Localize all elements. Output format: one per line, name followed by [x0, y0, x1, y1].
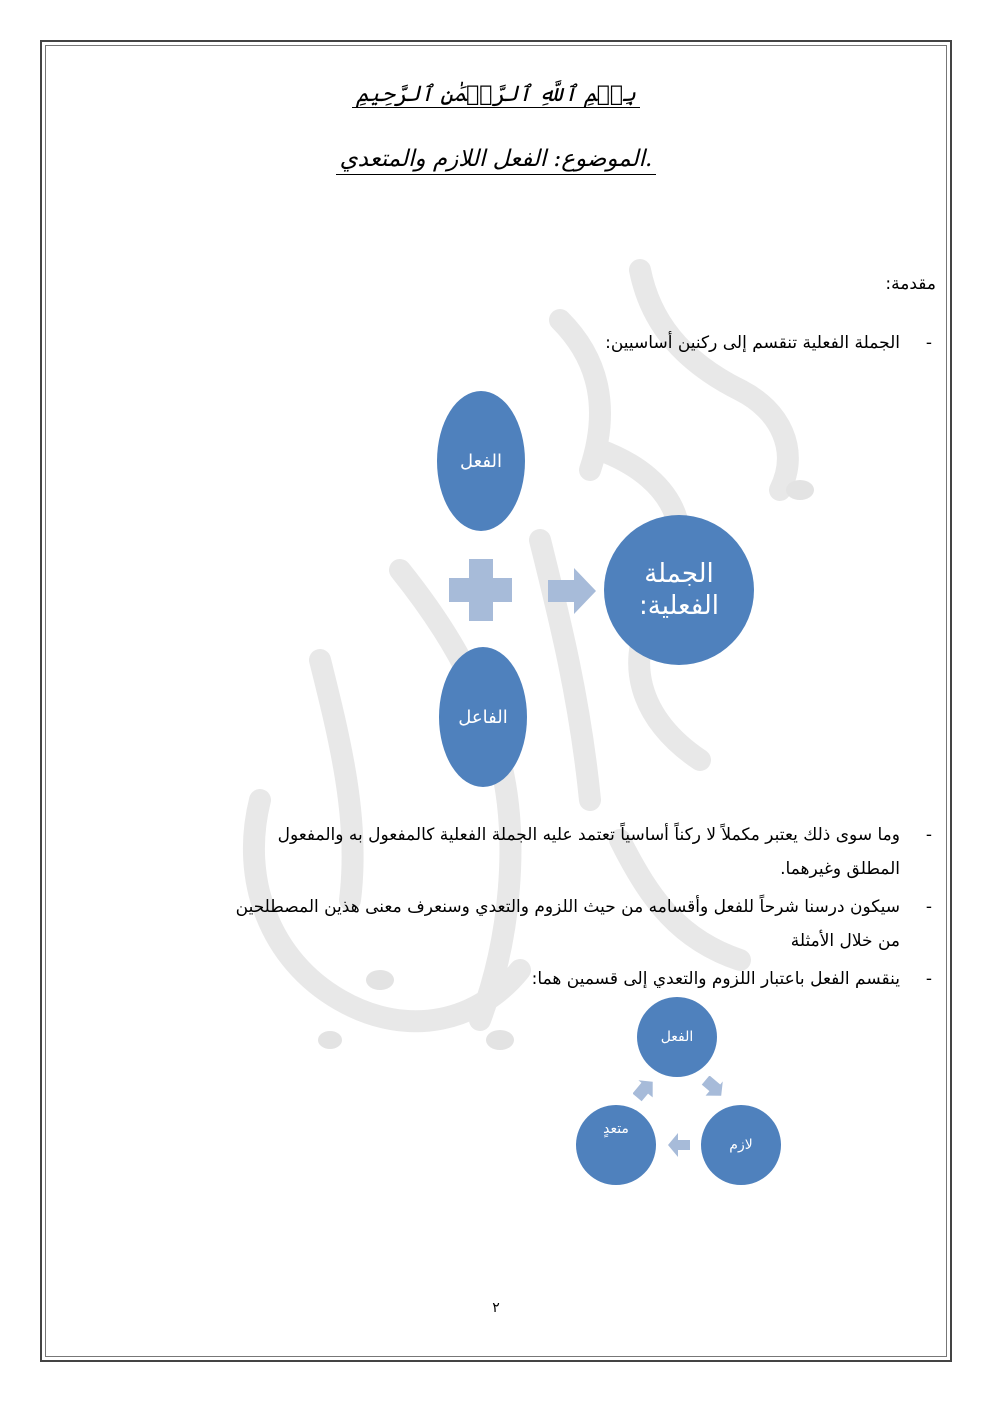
sentence-circle-line1: الجملة	[644, 559, 714, 589]
bullet-dash: -	[925, 825, 932, 845]
cycle-intransitive-circle	[701, 1105, 781, 1185]
cycle-arrow-icon-1	[700, 1076, 724, 1100]
bullet-dash: -	[925, 897, 932, 917]
cycle-arrow-icon-3	[633, 1079, 657, 1103]
verb-circle	[437, 391, 525, 531]
sentence-circle-line2: الفعلية:	[639, 591, 719, 621]
basmala	[0, 82, 992, 107]
plus-icon-vertical	[469, 559, 493, 621]
sentence-circle	[604, 515, 754, 665]
page-number: ٢	[492, 1300, 500, 1316]
bullet-3	[235, 890, 932, 958]
bullet-1-text: الجملة الفعلية تنقسم إلى ركنين أساسيين:	[605, 333, 900, 353]
intro-label: مقدمة:	[885, 274, 936, 294]
bullet-3-line1: سيكون درسنا شرحاً للفعل وأقسامه من حيث اللزوم والتعدي وسنعرف معنى هذين المصطلحين	[235, 897, 900, 917]
cycle-verb-circle	[637, 997, 717, 1077]
bullet-dash: -	[925, 333, 932, 353]
page-title	[0, 146, 992, 172]
bullet-4-text: ينقسم الفعل باعتبار اللزوم والتعدي إلى قسمين هما:	[531, 969, 900, 989]
verb-circle-label: الفعل	[460, 450, 502, 472]
cycle-intransitive-label: لازم	[729, 1137, 753, 1153]
bullet-dash: -	[925, 969, 932, 989]
bullet-2	[277, 818, 932, 886]
bullet-2-line2: المطلق وغيرهما.	[780, 859, 900, 879]
cycle-verb-label: الفعل	[660, 1029, 694, 1045]
bullet-4	[531, 962, 932, 996]
watermark-calligraphy	[180, 240, 880, 1140]
title-text: الموضوع: الفعل اللازم والمتعدي.	[336, 146, 657, 175]
bullet-2-line1: وما سوى ذلك يعتبر مكملاً لا ركناً أساسياً تعتمد عليه الجملة الفعلية كالمفعول به والمفعول	[277, 825, 900, 845]
subject-circle-label: الفاعل	[458, 706, 508, 728]
cycle-transitive-circle	[576, 1105, 656, 1185]
cycle-arrow-icon-2	[668, 1133, 690, 1157]
subject-circle	[439, 647, 527, 787]
bullet-3-line2: من خلال الأمثلة	[790, 931, 900, 951]
basmala-text: بِسۡمِ ٱللَّهِ ٱلرَّحۡمَٰنِ ٱلرَّحِيمِ	[352, 82, 640, 108]
bullet-1	[605, 326, 932, 360]
cycle-transitive-label: متعدٍ	[603, 1121, 629, 1137]
arrow-right-icon	[548, 568, 598, 614]
